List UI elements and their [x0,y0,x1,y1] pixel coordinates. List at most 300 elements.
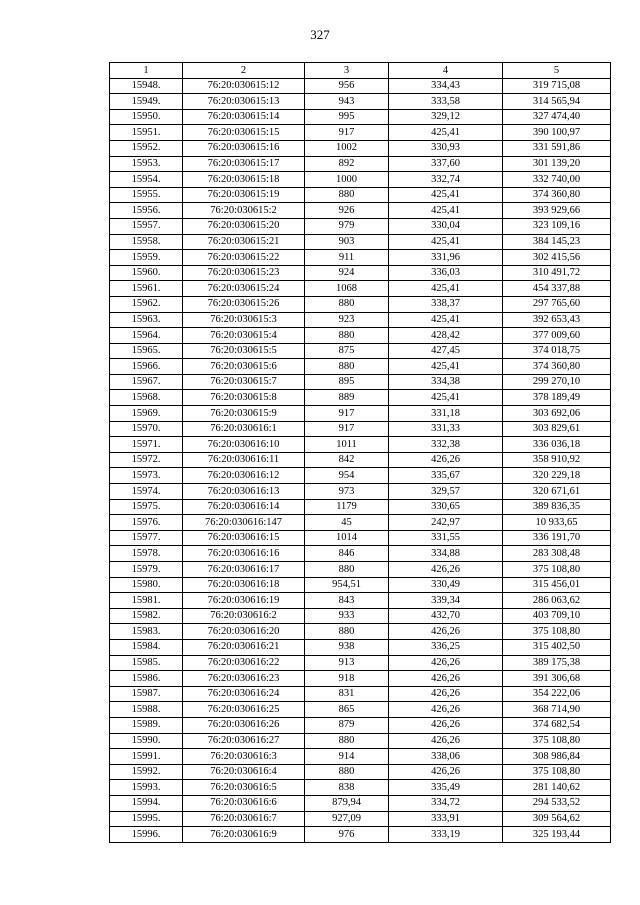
table-cell-col-2: 76:20:030615:18 [183,172,305,188]
table-cell-col-4: 334,38 [389,374,503,390]
table-cell-col-1: 15957. [110,218,183,234]
table-cell-col-1: 15949. [110,94,183,110]
table-row [110,780,611,796]
table-cell-col-4: 426,26 [389,671,503,687]
table-cell-col-5: 378 189,49 [503,390,611,406]
table-cell-col-5: 375 108,80 [503,562,611,578]
table-cell-col-2: 76:20:030615:21 [183,234,305,250]
table-cell-col-5: 336 036,18 [503,437,611,453]
table-cell-col-4: 335,67 [389,468,503,484]
table-cell-col-3: 895 [305,374,389,390]
table-cell-col-5: 309 564,62 [503,811,611,827]
table-cell-col-2: 76:20:030615:17 [183,156,305,172]
table-cell-col-4: 425,41 [389,234,503,250]
table-cell-col-4: 336,25 [389,639,503,655]
table-cell-col-1: 15978. [110,546,183,562]
table-cell-col-1: 15975. [110,499,183,515]
table-cell-col-2: 76:20:030616:4 [183,764,305,780]
table-row [110,795,611,811]
table-cell-col-3: 954,51 [305,577,389,593]
table-row [110,406,611,422]
table-row [110,717,611,733]
table-cell-col-2: 76:20:030615:4 [183,328,305,344]
table-cell-col-3: 976 [305,827,389,843]
table-cell-col-3: 880 [305,359,389,375]
table-cell-col-5: 303 829,61 [503,421,611,437]
table-cell-col-4: 425,41 [389,312,503,328]
table-cell-col-2: 76:20:030616:6 [183,795,305,811]
table-cell-col-4: 336,03 [389,265,503,281]
table-cell-col-3: 880 [305,187,389,203]
table-cell-col-5: 354 222,06 [503,686,611,702]
table-cell-col-5: 375 108,80 [503,733,611,749]
table-cell-col-2: 76:20:030616:14 [183,499,305,515]
table-cell-col-3: 923 [305,312,389,328]
table-cell-col-5: 327 474,40 [503,109,611,125]
table-cell-col-5: 314 565,94 [503,94,611,110]
table-cell-col-4: 428,42 [389,328,503,344]
table-cell-col-5: 320 671,61 [503,484,611,500]
table-cell-col-2: 76:20:030616:23 [183,671,305,687]
table-row [110,374,611,390]
table-cell-col-1: 15983. [110,624,183,640]
table-cell-col-3: 903 [305,234,389,250]
table-cell-col-2: 76:20:030615:9 [183,406,305,422]
table-cell-col-4: 332,38 [389,437,503,453]
table-cell-col-3: 995 [305,109,389,125]
table-cell-col-1: 15951. [110,125,183,141]
table-row [110,109,611,125]
table-cell-col-2: 76:20:030615:24 [183,281,305,297]
table-cell-col-3: 979 [305,218,389,234]
table-cell-col-2: 76:20:030616:12 [183,468,305,484]
table-cell-col-5: 377 009,60 [503,328,611,344]
table-cell-col-1: 15986. [110,671,183,687]
table-cell-col-5: 358 910,92 [503,452,611,468]
table-cell-col-4: 334,72 [389,795,503,811]
table-row [110,749,611,765]
table-cell-col-3: 914 [305,749,389,765]
table-cell-col-1: 15988. [110,702,183,718]
table-cell-col-1: 15984. [110,639,183,655]
table-cell-col-2: 76:20:030616:15 [183,530,305,546]
table-cell-col-2: 76:20:030616:9 [183,827,305,843]
table-row [110,234,611,250]
table-cell-col-4: 426,26 [389,624,503,640]
table-cell-col-3: 1014 [305,530,389,546]
table-row [110,328,611,344]
table-cell-col-1: 15977. [110,530,183,546]
table-cell-col-1: 15971. [110,437,183,453]
table-cell-col-1: 15972. [110,452,183,468]
table-cell-col-4: 333,58 [389,94,503,110]
table-cell-col-4: 426,26 [389,717,503,733]
table-cell-col-4: 426,26 [389,764,503,780]
table-cell-col-3: 843 [305,593,389,609]
table-cell-col-2: 76:20:030615:22 [183,250,305,266]
table-cell-col-2: 76:20:030615:3 [183,312,305,328]
table-cell-col-3: 913 [305,655,389,671]
table-cell-col-1: 15993. [110,780,183,796]
table-cell-col-3: 917 [305,125,389,141]
table-cell-col-4: 331,96 [389,250,503,266]
table-cell-col-2: 76:20:030615:6 [183,359,305,375]
table-cell-col-1: 15995. [110,811,183,827]
table-cell-col-4: 426,26 [389,562,503,578]
table-cell-col-5: 283 308,48 [503,546,611,562]
table-cell-col-5: 303 692,06 [503,406,611,422]
table-cell-col-3: 956 [305,78,389,94]
table-cell-col-3: 880 [305,328,389,344]
table-cell-col-1: 15996. [110,827,183,843]
table-cell-col-3: 831 [305,686,389,702]
table-cell-col-1: 15994. [110,795,183,811]
table-cell-col-1: 15991. [110,749,183,765]
table-row [110,281,611,297]
table-cell-col-3: 846 [305,546,389,562]
table-cell-col-4: 426,26 [389,686,503,702]
table-cell-col-5: 375 108,80 [503,624,611,640]
table-cell-col-4: 332,74 [389,172,503,188]
table-cell-col-3: 1011 [305,437,389,453]
table-cell-col-3: 943 [305,94,389,110]
table-row [110,827,611,843]
table-cell-col-2: 76:20:030616:24 [183,686,305,702]
table-cell-col-2: 76:20:030616:5 [183,780,305,796]
table-cell-col-5: 393 929,66 [503,203,611,219]
table-row [110,686,611,702]
table-cell-col-1: 15965. [110,343,183,359]
table-cell-col-1: 15969. [110,406,183,422]
table-cell-col-5: 294 533,52 [503,795,611,811]
table-cell-col-3: 879,94 [305,795,389,811]
table-cell-col-1: 15982. [110,608,183,624]
table-cell-col-1: 15964. [110,328,183,344]
table-cell-col-4: 330,65 [389,499,503,515]
table-cell-col-3: 880 [305,764,389,780]
column-header-1: 1 [110,63,183,79]
table-row [110,764,611,780]
table-cell-col-3: 838 [305,780,389,796]
table-cell-col-2: 76:20:030616:13 [183,484,305,500]
table-cell-col-4: 242,97 [389,515,503,531]
data-table [109,62,611,843]
table-cell-col-5: 403 709,10 [503,608,611,624]
table-row [110,78,611,94]
table-cell-col-1: 15970. [110,421,183,437]
table-row [110,452,611,468]
table-cell-col-2: 76:20:030615:26 [183,296,305,312]
table-cell-col-4: 330,49 [389,577,503,593]
table-cell-col-5: 299 270,10 [503,374,611,390]
table-row [110,265,611,281]
table-cell-col-1: 15990. [110,733,183,749]
table-cell-col-2: 76:20:030615:19 [183,187,305,203]
table-cell-col-5: 374 360,80 [503,359,611,375]
table-cell-col-3: 1000 [305,172,389,188]
table-header-row [110,63,611,79]
table-cell-col-1: 15979. [110,562,183,578]
table-cell-col-3: 1179 [305,499,389,515]
column-header-4: 4 [389,63,503,79]
table-row [110,702,611,718]
table-cell-col-4: 331,18 [389,406,503,422]
table-row [110,515,611,531]
table-cell-col-4: 334,43 [389,78,503,94]
table-cell-col-3: 880 [305,296,389,312]
table-cell-col-2: 76:20:030616:147 [183,515,305,531]
table-cell-col-4: 426,26 [389,655,503,671]
table-row [110,343,611,359]
table-cell-col-5: 374 018,75 [503,343,611,359]
table-cell-col-4: 338,06 [389,749,503,765]
table-cell-col-3: 842 [305,452,389,468]
table-cell-col-3: 933 [305,608,389,624]
table-cell-col-3: 889 [305,390,389,406]
table-row [110,671,611,687]
table-cell-col-3: 938 [305,639,389,655]
table-cell-col-1: 15976. [110,515,183,531]
table-cell-col-4: 337,60 [389,156,503,172]
table-cell-col-1: 15956. [110,203,183,219]
table-row [110,733,611,749]
table-cell-col-1: 15980. [110,577,183,593]
table-cell-col-1: 15974. [110,484,183,500]
table-cell-col-2: 76:20:030615:2 [183,203,305,219]
table-cell-col-5: 331 591,86 [503,140,611,156]
table-cell-col-2: 76:20:030615:13 [183,94,305,110]
table-cell-col-3: 880 [305,562,389,578]
table-row [110,562,611,578]
table-cell-col-4: 425,41 [389,281,503,297]
table-row [110,187,611,203]
table-cell-col-2: 76:20:030616:17 [183,562,305,578]
table-body [110,78,611,842]
table-cell-col-5: 319 715,08 [503,78,611,94]
table-row [110,390,611,406]
table-cell-col-2: 76:20:030615:16 [183,140,305,156]
table-row [110,811,611,827]
table-row [110,499,611,515]
table-cell-col-2: 76:20:030615:23 [183,265,305,281]
table-cell-col-5: 332 740,00 [503,172,611,188]
table-cell-col-4: 334,88 [389,546,503,562]
table-cell-col-5: 336 191,70 [503,530,611,546]
table-cell-col-3: 927,09 [305,811,389,827]
table-cell-col-2: 76:20:030616:19 [183,593,305,609]
table-cell-col-2: 76:20:030615:5 [183,343,305,359]
table-cell-col-5: 374 682,54 [503,717,611,733]
table-cell-col-5: 286 063,62 [503,593,611,609]
table-cell-col-5: 302 415,56 [503,250,611,266]
column-header-2: 2 [183,63,305,79]
table-cell-col-3: 954 [305,468,389,484]
table-cell-col-5: 301 139,20 [503,156,611,172]
table-cell-col-2: 76:20:030616:26 [183,717,305,733]
table-cell-col-4: 330,04 [389,218,503,234]
table-cell-col-4: 425,41 [389,203,503,219]
table-cell-col-2: 76:20:030616:2 [183,608,305,624]
table-cell-col-4: 331,55 [389,530,503,546]
table-row [110,577,611,593]
table-row [110,250,611,266]
column-header-3: 3 [305,63,389,79]
table-cell-col-5: 389 836,35 [503,499,611,515]
table-cell-col-1: 15955. [110,187,183,203]
table-cell-col-1: 15953. [110,156,183,172]
table-cell-col-3: 45 [305,515,389,531]
table-cell-col-2: 76:20:030616:20 [183,624,305,640]
table-cell-col-3: 917 [305,406,389,422]
table-cell-col-5: 384 145,23 [503,234,611,250]
table-row [110,203,611,219]
table-cell-col-2: 76:20:030615:20 [183,218,305,234]
table-cell-col-3: 973 [305,484,389,500]
table-cell-col-1: 15985. [110,655,183,671]
table-row [110,94,611,110]
table-cell-col-1: 15961. [110,281,183,297]
table-cell-col-5: 390 100,97 [503,125,611,141]
table-cell-col-2: 76:20:030615:12 [183,78,305,94]
table-cell-col-2: 76:20:030616:10 [183,437,305,453]
page-number: 327 [310,27,330,42]
table-cell-col-3: 924 [305,265,389,281]
table-row [110,359,611,375]
table-cell-col-3: 880 [305,624,389,640]
table-cell-col-3: 875 [305,343,389,359]
table-cell-col-1: 15966. [110,359,183,375]
table-cell-col-1: 15981. [110,593,183,609]
table-row [110,484,611,500]
table-cell-col-4: 333,19 [389,827,503,843]
table-cell-col-1: 15952. [110,140,183,156]
table-row [110,624,611,640]
table-cell-col-2: 76:20:030616:16 [183,546,305,562]
table-row [110,655,611,671]
table-row [110,468,611,484]
table-cell-col-1: 15950. [110,109,183,125]
table-cell-col-1: 15954. [110,172,183,188]
table-cell-col-2: 76:20:030616:18 [183,577,305,593]
table-cell-col-4: 335,49 [389,780,503,796]
table-cell-col-5: 10 933,65 [503,515,611,531]
table-cell-col-5: 315 456,01 [503,577,611,593]
table-cell-col-1: 15968. [110,390,183,406]
table-cell-col-4: 426,26 [389,452,503,468]
table-cell-col-4: 425,41 [389,359,503,375]
table-cell-col-1: 15958. [110,234,183,250]
table-cell-col-3: 918 [305,671,389,687]
table-cell-col-2: 76:20:030615:14 [183,109,305,125]
table-cell-col-1: 15987. [110,686,183,702]
table-cell-col-1: 15967. [110,374,183,390]
table-cell-col-5: 308 986,84 [503,749,611,765]
table-cell-col-4: 333,91 [389,811,503,827]
table-cell-col-4: 427,45 [389,343,503,359]
table-row [110,421,611,437]
table-row [110,312,611,328]
table-cell-col-4: 425,41 [389,125,503,141]
table-row [110,608,611,624]
table-cell-col-3: 879 [305,717,389,733]
table-cell-col-4: 425,41 [389,390,503,406]
table-cell-col-2: 76:20:030616:7 [183,811,305,827]
table-cell-col-4: 331,33 [389,421,503,437]
table-row [110,546,611,562]
table-cell-col-2: 76:20:030615:15 [183,125,305,141]
table-row [110,296,611,312]
table-cell-col-3: 1002 [305,140,389,156]
table-row [110,125,611,141]
table-row [110,593,611,609]
table-cell-col-4: 426,26 [389,733,503,749]
table-cell-col-5: 323 109,16 [503,218,611,234]
table-cell-col-5: 368 714,90 [503,702,611,718]
table-cell-col-5: 320 229,18 [503,468,611,484]
table-cell-col-2: 76:20:030616:27 [183,733,305,749]
table-cell-col-2: 76:20:030616:11 [183,452,305,468]
table-cell-col-2: 76:20:030616:3 [183,749,305,765]
table-cell-col-5: 374 360,80 [503,187,611,203]
table-cell-col-5: 325 193,44 [503,827,611,843]
table-row [110,156,611,172]
column-header-5: 5 [503,63,611,79]
table-cell-col-5: 391 306,68 [503,671,611,687]
table-cell-col-5: 389 175,38 [503,655,611,671]
table-cell-col-1: 15948. [110,78,183,94]
table-cell-col-1: 15963. [110,312,183,328]
table-cell-col-2: 76:20:030615:8 [183,390,305,406]
table-cell-col-4: 329,57 [389,484,503,500]
table-cell-col-4: 338,37 [389,296,503,312]
table-cell-col-4: 425,41 [389,187,503,203]
table-row [110,140,611,156]
table-cell-col-2: 76:20:030616:1 [183,421,305,437]
table-cell-col-5: 375 108,80 [503,764,611,780]
table-cell-col-1: 15962. [110,296,183,312]
table-cell-col-4: 426,26 [389,702,503,718]
table-cell-col-3: 880 [305,733,389,749]
table-row [110,437,611,453]
table-cell-col-2: 76:20:030616:21 [183,639,305,655]
table-row [110,639,611,655]
table-cell-col-4: 432,70 [389,608,503,624]
table-cell-col-1: 15960. [110,265,183,281]
table-cell-col-2: 76:20:030615:7 [183,374,305,390]
table-cell-col-2: 76:20:030616:22 [183,655,305,671]
table-cell-col-3: 865 [305,702,389,718]
table-cell-col-3: 917 [305,421,389,437]
table-cell-col-4: 329,12 [389,109,503,125]
table-cell-col-5: 392 653,43 [503,312,611,328]
table-row [110,172,611,188]
table-cell-col-5: 281 140,62 [503,780,611,796]
table-cell-col-5: 310 491,72 [503,265,611,281]
table-cell-col-3: 892 [305,156,389,172]
table-cell-col-1: 15959. [110,250,183,266]
table-cell-col-1: 15973. [110,468,183,484]
table-cell-col-2: 76:20:030616:25 [183,702,305,718]
table-cell-col-3: 1068 [305,281,389,297]
table-cell-col-1: 15989. [110,717,183,733]
table-row [110,218,611,234]
table-cell-col-3: 911 [305,250,389,266]
table-cell-col-5: 297 765,60 [503,296,611,312]
table-cell-col-1: 15992. [110,764,183,780]
table-cell-col-4: 330,93 [389,140,503,156]
table-row [110,530,611,546]
table-cell-col-5: 315 402,50 [503,639,611,655]
